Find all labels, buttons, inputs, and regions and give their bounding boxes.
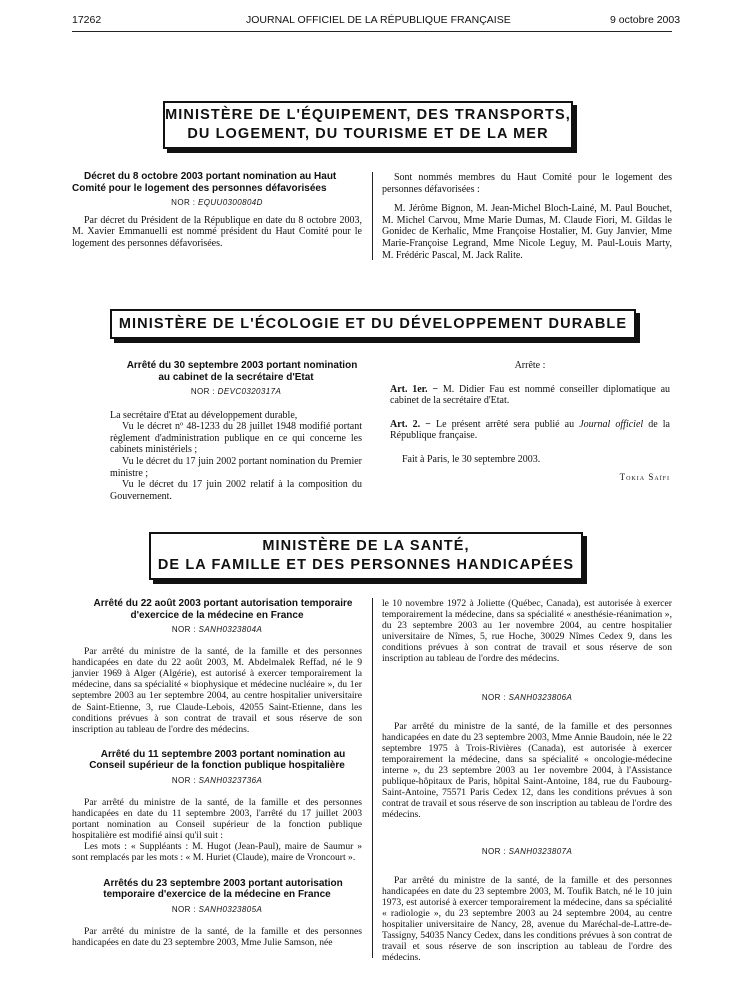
article-2: Art. 2. − Le présent arrêté sera publié au Journal officiel de la République française. — [390, 418, 670, 442]
arretes-23-sept-title: Arrêtés du 23 septembre 2003 portant autorisation temporaire d'exercice de la médecine en France — [103, 877, 343, 900]
arrete-cabinet-p1: La secrétaire d'Etat au développement durable, — [110, 409, 298, 421]
arrete-samson-continued: le 10 novembre 1972 à Joliette (Québec, Canada), est autorisée à exercer temporairement la médecine, dans sa spécialité « anesthésie-réanimation », du 23 septembre 2003 au 1er novembre 2004, au centre hospitalier universitaire de Nîmes, 5, rue Hoche, 30029 Nîmes Cedex 9, dans les conditions prévues à son contrat de travail et sous réserve de son inscription au tableau de l'ordre des médecins. — [382, 598, 672, 665]
fait-a-paris: Fait à Paris, le 30 septembre 2003. — [402, 453, 541, 465]
ministry-equipement-line2: DU LOGEMENT, DU TOURISME ET DE LA MER — [187, 126, 549, 142]
members-intro: Sont nommés membres du Haut Comité pour le logement des personnes défavorisées : — [382, 172, 672, 195]
arrete-batch-body: Par arrêté du ministre de la santé, de la famille et des personnes handicapées en date du 23 septembre 2003, M. Toufik Batch, né le 10 juin 1973, est autorisé à exercer temporairement la médecine, dans sa spécialité « radiologie », du 23 septembre 2003 au 24 septembre 2004, au centre hospitalier universitaire de Nancy, 28, avenue du Maréchal-de-Lattre-de-Tassigny, 54035 Nancy Cedex, dans les conditions prévues à son contrat de travail et sous réserve de son inscription au tableau de l'ordre des médecins. — [382, 874, 672, 964]
arrete-cabinet-p3: Vu le décret du 17 juin 2002 portant nomination du Premier ministre ; — [110, 455, 362, 479]
arrete-baudoin-nor: NOR : SANH0323806A — [481, 692, 573, 702]
arrete-reffad-title: Arrêté du 22 août 2003 portant autorisation temporaire d'exercice de la médecine en France — [93, 598, 353, 621]
arrete-cabinet-articles — [390, 360, 670, 483]
sante-right-column — [382, 598, 672, 963]
decree-title: Décret du 8 octobre 2003 portant nomination au Haut Comité pour le logement des personnes défavorisées — [72, 171, 337, 194]
issue-date: 9 octobre 2003 — [610, 14, 681, 26]
arrete-cabinet-p2: Vu le décret nº 48-1233 du 28 juillet 1948 modifié portant règlement d'administration publique en ce qui concerne les cabinets ministériels ; — [110, 421, 362, 456]
decree-logement-column — [72, 171, 362, 249]
arrete-conseil-body2: Les mots : « Suppléants : M. Hugot (Jean-Paul), maire de Saumur » sont remplacés par les mots : « M. Huriet (Claude), maire de Vroncourt ». — [72, 841, 362, 864]
arrete-label: Arrête : — [514, 360, 546, 371]
arrete-conseil-title: Arrêté du 11 septembre 2003 portant nomination au Conseil supérieur de la fonction publique hospitalière — [89, 748, 346, 772]
arrete-reffad-body: Par arrêté du ministre de la santé, de la famille et des personnes handicapées en date du 22 août 2003, M. Abdelmalek Reffad, né le 9 janvier 1969 à Alger (Algérie), est autorisé à exercer temporairement la médecine, dans sa spécialité « biophysique et médecine nucléaire », du 1er septembre 2003 au 1er septembre 2004, au centre hospitalier universitaire de Saint-Etienne, 3, rue Claude-Lebois, 42055 Saint-Etienne, dans les conditions prévues à son contrat de travail et sous réserve de son inscription au tableau de l'ordre des médecins. — [72, 646, 362, 735]
ministry-ecologie-title: MINISTÈRE DE L'ÉCOLOGIE ET DU DÉVELOPPEMENT DURABLE — [118, 315, 628, 332]
decree-body: Par décret du Président de la République en date du 8 octobre 2003, M. Xavier Emmanuelli est nommé président du Haut Comité pour le logement des personnes défavorisées. — [72, 214, 362, 249]
arrete-cabinet-p4: Vu le décret du 17 juin 2002 relatif à la composition du Gouvernement. — [110, 479, 362, 502]
ministry-equipement-line1: MINISTÈRE DE L'ÉQUIPEMENT, DES TRANSPORTS, — [165, 107, 571, 123]
sante-left-column — [72, 598, 362, 948]
arrete-samson-body: Par arrêté du ministre de la santé, de la famille et des personnes handicapées en date du 23 septembre 2003, Mme Julie Samson, née — [72, 925, 362, 948]
decree-members-column — [382, 172, 672, 261]
arrete-baudoin-body: Par arrêté du ministre de la santé, de la famille et des personnes handicapées en date du 23 septembre 2003, Mme Annie Baudoin, née le 22 septembre 1975 à Trois-Rivières (Canada), est autorisée à exercer temporairement la médecine, dans sa spécialité « oncologie-médecine interne », du 23 septembre 2003 au 1er novembre 2004, à l'Assistance publique-hôpitaux de Paris, hôpital Saint-Antoine, 184, rue du Faubourg-Saint-Antoine, 75571 Paris Cedex 12, dans les conditions prévues à son contrat de travail et sous réserve de son inscription au tableau de l'ordre des médecins. — [382, 720, 672, 821]
arrete-reffad-nor: NOR : SANH0323804A — [171, 625, 263, 634]
decree-nor: NOR : EQUU0300804D — [171, 198, 263, 207]
arrete-samson-nor: NOR : SANH0323805A — [171, 904, 263, 914]
page-number: 17262 — [72, 14, 102, 26]
signature: Tokia Saïfi — [619, 471, 670, 482]
ministry-sante-box — [149, 532, 583, 580]
header-rule — [72, 31, 672, 32]
journal-title: JOURNAL OFFICIEL DE LA RÉPUBLIQUE FRANÇAISE — [246, 14, 511, 26]
ministry-equipement-box — [163, 101, 573, 149]
arrete-cabinet-title: Arrêté du 30 septembre 2003 portant nomination au cabinet de la secrétaire d'Etat — [126, 360, 358, 383]
arrete-conseil-body1: Par arrêté du ministre de la santé, de la famille et des personnes handicapées en date du 11 septembre 2003, l'arrêté du 17 juillet 2003 portant nomination au Conseil supérieur de la fonction publique hospitalière est modifié ainsi qu'il suit : — [72, 796, 362, 842]
ministry-sante-line2: DE LA FAMILLE ET DES PERSONNES HANDICAPÉES — [157, 557, 575, 573]
article-1: Art. 1er. − M. Didier Fau est nommé conseiller diplomatique au cabinet de la secrétaire d'Etat. — [390, 383, 671, 407]
ministry-ecologie-box — [110, 309, 636, 339]
column-divider-1 — [372, 172, 373, 260]
arrete-cabinet-nor: NOR : DEVC0320317A — [190, 387, 282, 396]
arrete-cabinet-column — [110, 360, 362, 502]
arrete-batch-nor: NOR : SANH0323807A — [481, 846, 573, 856]
ministry-sante-line1: MINISTÈRE DE LA SANTÉ, — [262, 538, 470, 554]
members-list: M. Jérôme Bignon, M. Jean-Michel Bloch-Lainé, M. Paul Bouchet, M. Michel Carvou, Mme Marie Dumas, M. Claude Fiori, M. Gildas le Gonidec de Kerhalic, Mme Françoise Hostalier, M. Guy Janvier, Mme Marie-Françoise Legrand, Mme Nicole Leguy, M. Paul-Louis Marty, M. Frédéric Pascal, M. Jack Ralite. — [382, 203, 672, 261]
column-divider-3 — [372, 598, 373, 958]
arrete-conseil-nor: NOR : SANH0323736A — [171, 775, 263, 785]
